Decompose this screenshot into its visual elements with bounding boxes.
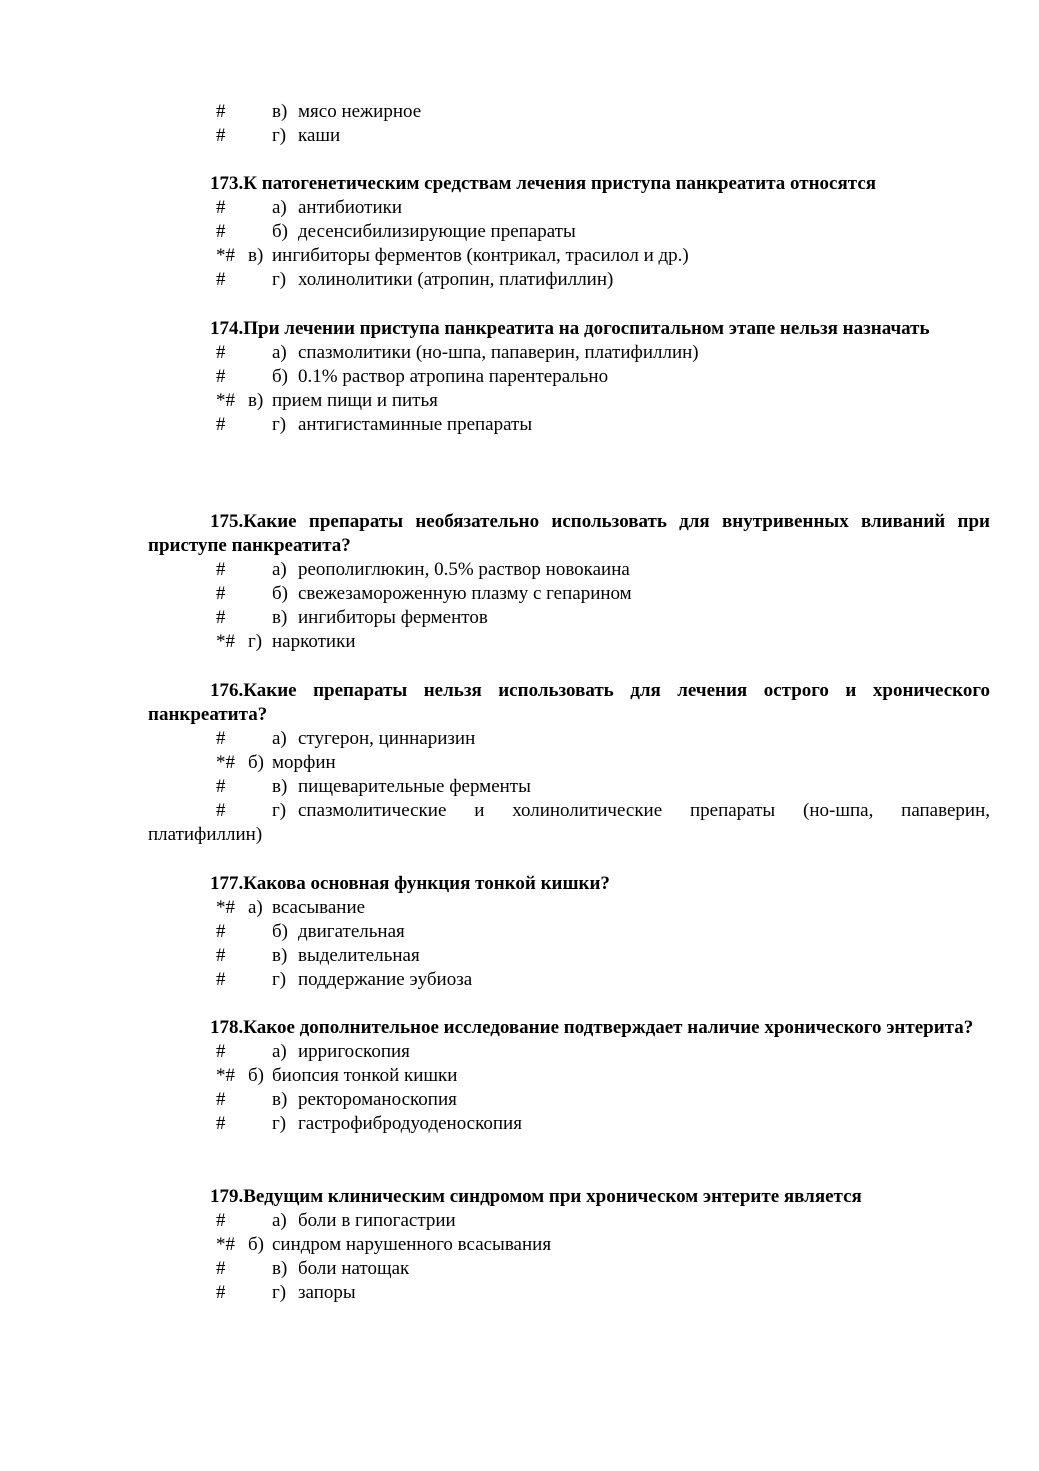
answer-letter: а) — [272, 342, 287, 363]
answer-option — [148, 1257, 990, 1281]
answer-letter: г) — [272, 1282, 287, 1303]
question-177 — [148, 872, 990, 992]
answer-mark: # — [216, 607, 226, 628]
answer-letter: а) — [272, 728, 287, 749]
answer-text: двигательная — [298, 921, 405, 942]
answer-letter: в) — [272, 607, 288, 628]
answer-text: прием пищи и питья — [272, 390, 438, 411]
question-175 — [148, 510, 990, 654]
answer-mark: # — [216, 197, 226, 218]
answer-letter: б) — [248, 1234, 264, 1255]
answer-option — [148, 1209, 990, 1233]
question-title: 178.Какое дополнительное исследование подтверждает наличие хронического энтерита? — [210, 1017, 974, 1038]
answer-text: ингибиторы ферментов — [298, 607, 488, 628]
answer-text: синдром нарушенного всасывания — [272, 1234, 552, 1255]
question-title: 173.К патогенетическим средствам лечения приступа панкреатита относятся — [210, 173, 877, 194]
answer-text: каши — [298, 125, 341, 146]
answer-mark: *# — [216, 631, 235, 652]
answer-option — [148, 920, 990, 944]
answer-mark: # — [216, 921, 226, 942]
answer-option — [148, 799, 990, 847]
answer-option — [148, 727, 990, 751]
answer-option-correct — [148, 1064, 990, 1088]
answer-mark: # — [216, 1089, 226, 1110]
answer-mark: *# — [216, 752, 235, 773]
answer-option-correct — [148, 389, 990, 413]
answer-letter: а) — [248, 897, 263, 918]
answer-letter: в) — [272, 101, 288, 122]
answer-letter: г) — [272, 969, 287, 990]
answer-option — [148, 124, 990, 148]
answer-text: ректороманоскопия — [298, 1089, 457, 1110]
answer-letter: г) — [272, 125, 287, 146]
question-174 — [148, 317, 990, 437]
answer-option — [148, 268, 990, 292]
answer-text: холинолитики (атропин, платифиллин) — [298, 269, 614, 290]
answer-text: спазмолитики (но-шпа, папаверин, платифиллин) — [298, 342, 699, 363]
answer-text: поддержание эубиоза — [298, 969, 473, 990]
answer-mark: # — [216, 583, 226, 604]
answer-text: 0.1% раствор атропина парентерально — [298, 366, 609, 387]
question-title: 174.При лечении приступа панкреатита на догоспитальном этапе нельзя назначать — [210, 318, 930, 339]
answer-letter: а) — [272, 197, 287, 218]
answer-option — [148, 220, 990, 244]
answer-mark: # — [216, 414, 226, 435]
answer-option-correct — [148, 244, 990, 268]
answer-letter: а) — [272, 1210, 287, 1231]
answer-text: ирригоскопия — [298, 1041, 410, 1062]
question-title: 176.Какие препараты нельзя использовать для лечения острого и хронического панкреатита? — [148, 680, 990, 725]
answer-letter: г) — [272, 1113, 287, 1134]
answer-text: биопсия тонкой кишки — [272, 1065, 458, 1086]
answer-option — [148, 968, 990, 992]
answer-text: свежезамороженную плазму с гепарином — [298, 583, 632, 604]
answer-mark: # — [216, 1210, 226, 1231]
answer-mark: # — [216, 342, 226, 363]
answer-text: наркотики — [272, 631, 356, 652]
answer-letter: в) — [272, 1089, 288, 1110]
answer-letter: г) — [248, 631, 263, 652]
answer-option — [148, 944, 990, 968]
answer-letter: в) — [272, 1258, 288, 1279]
answer-text: стугерон, циннаризин — [298, 728, 476, 749]
answer-letter: г) — [272, 269, 287, 290]
answer-letter: б) — [272, 583, 288, 604]
answer-text: выделительная — [298, 945, 420, 966]
answer-mark: # — [216, 945, 226, 966]
answer-text: запоры — [298, 1282, 356, 1303]
answer-option-correct — [148, 751, 990, 775]
question-title: 179.Ведущим клиническим синдромом при хроническом энтерите является — [210, 1186, 862, 1207]
answer-option — [148, 100, 990, 124]
answer-mark: # — [216, 101, 226, 122]
question-title: 175.Какие препараты необязательно использовать для внутривенных вливаний при приступе панкреатита? — [148, 511, 990, 556]
answer-mark: # — [216, 269, 226, 290]
answer-letter: в) — [272, 945, 288, 966]
answer-mark: # — [216, 125, 226, 146]
answer-mark: # — [216, 1282, 226, 1303]
answer-option — [148, 413, 990, 437]
answer-text: ингибиторы ферментов (контрикал, трасилол и др.) — [272, 245, 689, 266]
answer-text: всасывание — [272, 897, 366, 918]
question-title: 177.Какова основная функция тонкой кишки? — [210, 873, 610, 894]
answer-option — [148, 1112, 990, 1136]
answer-option — [148, 1040, 990, 1064]
answer-text: спазмолитические и холинолитические препараты (но-шпа, папаверин, — [298, 800, 990, 821]
answer-text: гастрофибродуоденоскопия — [298, 1113, 522, 1134]
answer-letter: в) — [272, 776, 288, 797]
answer-mark: # — [216, 221, 226, 242]
answer-text: боли натощак — [298, 1258, 410, 1279]
answer-letter: б) — [272, 921, 288, 942]
answer-option — [148, 1281, 990, 1305]
answer-letter: б) — [272, 366, 288, 387]
answer-letter: в) — [248, 390, 264, 411]
answer-text: антигистаминные препараты — [298, 414, 533, 435]
answer-option — [148, 775, 990, 799]
answer-letter: б) — [272, 221, 288, 242]
answer-letter: б) — [248, 752, 264, 773]
answer-mark: *# — [216, 1065, 235, 1086]
question-178 — [148, 1016, 990, 1136]
question-176 — [148, 679, 990, 847]
answer-letter: а) — [272, 1041, 287, 1062]
answer-letter: в) — [248, 245, 264, 266]
answer-mark: # — [216, 1113, 226, 1134]
question-179 — [148, 1185, 990, 1305]
answer-mark: # — [216, 1258, 226, 1279]
answer-option-correct — [148, 896, 990, 920]
answer-text-continuation: платифиллин) — [148, 824, 263, 845]
answer-option-correct — [148, 630, 990, 654]
question-172-tail — [148, 100, 990, 148]
answer-option-correct — [148, 1233, 990, 1257]
answer-mark: *# — [216, 245, 235, 266]
answer-letter: а) — [272, 559, 287, 580]
answer-letter: г) — [272, 414, 287, 435]
answer-mark: # — [216, 366, 226, 387]
answer-mark: *# — [216, 390, 235, 411]
answer-mark: # — [216, 776, 226, 797]
answer-text: антибиотики — [298, 197, 403, 218]
answer-option — [148, 341, 990, 365]
answer-option — [148, 606, 990, 630]
answer-text: десенсибилизирующие препараты — [298, 221, 576, 242]
answer-mark: *# — [216, 897, 235, 918]
answer-text: мясо нежирное — [298, 101, 422, 122]
answer-mark: # — [216, 559, 226, 580]
answer-text: реополиглюкин, 0.5% раствор новокаина — [298, 559, 630, 580]
question-173 — [148, 172, 990, 292]
answer-option — [148, 1088, 990, 1112]
answer-option — [148, 582, 990, 606]
answer-mark: # — [216, 1041, 226, 1062]
answer-text: пищеварительные ферменты — [298, 776, 531, 797]
answer-option — [148, 196, 990, 220]
answer-option — [148, 558, 990, 582]
answer-mark: # — [216, 969, 226, 990]
answer-option — [148, 365, 990, 389]
answer-letter: б) — [248, 1065, 264, 1086]
answer-mark: # — [216, 800, 226, 821]
answer-mark: # — [216, 728, 226, 749]
answer-text: морфин — [272, 752, 336, 773]
answer-letter: г) — [272, 800, 287, 821]
answer-text: боли в гипогастрии — [298, 1210, 456, 1231]
answer-mark: *# — [216, 1234, 235, 1255]
